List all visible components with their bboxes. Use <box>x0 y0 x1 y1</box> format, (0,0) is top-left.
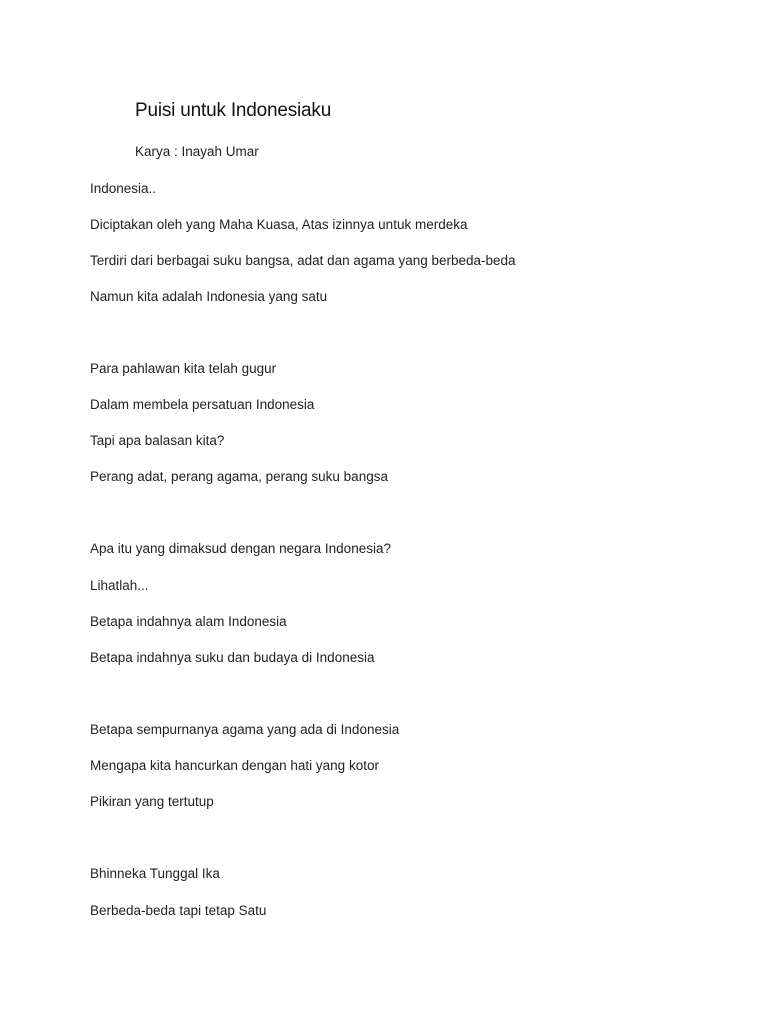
poem-line: Terdiri dari berbagai suku bangsa, adat dan agama yang berbeda-beda <box>90 253 516 268</box>
poem-line: Betapa indahnya alam Indonesia <box>90 614 287 629</box>
poem-title: Puisi untuk Indonesiaku <box>135 100 332 121</box>
poem-line: Pikiran yang tertutup <box>90 794 214 809</box>
poem-line: Dalam membela persatuan Indonesia <box>90 397 315 412</box>
poem-line: Perang adat, perang agama, perang suku bangsa <box>90 469 388 484</box>
poem-line: Mengapa kita hancurkan dengan hati yang kotor <box>90 758 379 773</box>
poem-line: Tapi apa balasan kita? <box>90 433 225 448</box>
poem-line: Namun kita adalah Indonesia yang satu <box>90 289 328 304</box>
poem-line: Betapa sempurnanya agama yang ada di Indonesia <box>90 722 400 737</box>
poem-line: Diciptakan oleh yang Maha Kuasa, Atas izinnya untuk merdeka <box>90 217 468 232</box>
poem-line: Para pahlawan kita telah gugur <box>90 361 277 376</box>
poem-line: Betapa indahnya suku dan budaya di Indonesia <box>90 650 375 665</box>
poem-line: Bhinneka Tunggal Ika <box>90 866 220 881</box>
poem-line: Indonesia.. <box>90 181 157 196</box>
poem-line: Berbeda-beda tapi tetap Satu <box>90 903 267 918</box>
poem-line: Apa itu yang dimaksud dengan negara Indonesia? <box>90 541 391 556</box>
poem-author: Karya : Inayah Umar <box>135 144 259 159</box>
poem-line: Lihatlah... <box>90 578 149 593</box>
